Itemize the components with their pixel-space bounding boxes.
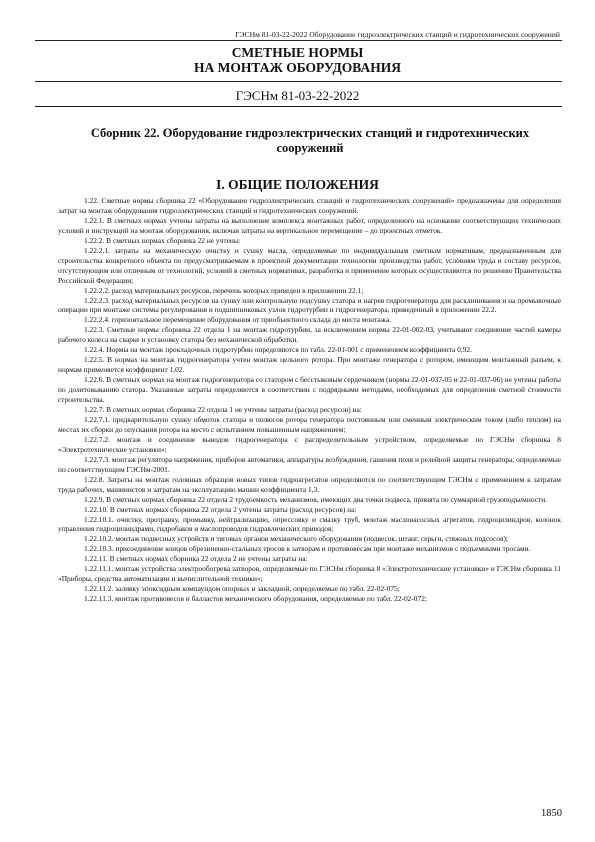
document-title-line-1: СМЕТНЫЕ НОРМЫ bbox=[231, 45, 364, 60]
document-title-line-2: НА МОНТАЖ ОБОРУДОВАНИЯ bbox=[194, 60, 401, 75]
document-code: ГЭСНм 81-03-22-2022 bbox=[235, 88, 360, 103]
paragraph: 1.22.2. В сметных нормах сборника 22 не учтены: bbox=[84, 235, 241, 245]
paragraph: 1.22.11.1. монтаж устройства электрообогрева затворов, определяемые по ГЭСНм сборника 8 «Электротехнические установки» и ГЭСНм сборника 11 «Приборы, средства автоматизации и вычислительной техники»; bbox=[58, 564, 561, 584]
paragraph: 1.22.5. В нормах на монтаж гидрогенератора учтен монтаж цельного ротора. При монтаже генератора с ротором, имеющим монтажный разъем, к нормам применяется коэффициент 1,02. bbox=[58, 355, 561, 375]
page-number: 1850 bbox=[541, 808, 562, 819]
paragraph: 1.22.6. В сметных нормах на монтаж гидрогенератора со статором с бесстыковым сердечником (нормы 22-01-037-05 и 22-01-037-06) не учтены работы по долитовыванию статора. Указанные затраты определяются в соответствии с подрядными методами, необходимых для определения сметной стоимости строительства. bbox=[58, 375, 561, 405]
paragraph: 1.22.7.3. монтаж регулятора напряжения, приборов автоматики, аппаратуры возбуждения, гашения поля и релейной защиты генератора, определяемые по соответствующим ГЭСНм-2001. bbox=[58, 454, 561, 474]
paragraph: 1.22.3. Сметные нормы сборника 22 отдела 1 на монтаж гидротурбин, за исключением нормы 22-01-002-03, учитывают соединение частей камеры рабочего колеса на сварке и установку статора без механической обработки. bbox=[58, 325, 561, 345]
body-text bbox=[58, 196, 561, 604]
paragraph: 1.22.2.3. расход материальных ресурсов на сушку или контрольную подсушку статора и нагрев гидрогенератора для расклинивания и на промывочные операции при монтаже системы регулирования и подшипниковых узлов гидротурбин и гидрогенератора, приведенный в приложении 22.2. bbox=[58, 295, 561, 315]
code-rule-top bbox=[35, 81, 562, 82]
paragraph: 1.22.2.2. расход материальных ресурсов, перечень которых приведен в приложении 22.1; bbox=[84, 285, 364, 295]
paragraph: 1.22. Сметные нормы сборника 22 «Оборудование гидроэлектрических станций и гидротехнических сооружений» предназначены для определения затрат на монтаж оборудования гидроэлектрических станций и гидротехнических сооружений. bbox=[58, 196, 561, 215]
running-header: ГЭСНм 81-03-22-2022 Оборудование гидроэлектрических станций и гидротехнических сооружений bbox=[235, 30, 560, 39]
paragraph: 1.22.11.2. заливку эпоксидным компаундом опорных и закладной, определяемые по табл. 22-02-075; bbox=[84, 584, 400, 594]
paragraph: 1.22.4. Нормы на монтаж прокладочных гидротурбин определяются по табл. 22-01-001 с применением коэффициента 0,92. bbox=[84, 345, 472, 355]
collection-title: Сборник 22. Оборудование гидроэлектрических станций и гидротехнических сооружений bbox=[90, 126, 530, 155]
paragraph: 1.22.9. В сметных нормах сборника 22 отдела 2 трудоемкость механизмов, имеющих два точки подвеса, принята по суммарной грузоподъемности. bbox=[84, 494, 548, 504]
paragraph: 1.22.10. В сметных нормах сборника 22 отдела 2 учтены затраты (расход ресурсов) на: bbox=[84, 504, 357, 514]
paragraph: 1.22.7.1. предварительную сушку обмоток статора и полюсов ротора генератора постоянным или сменным электрическим током (либо теплом) на местах их сборки до опускания ротора на место с испытанием повышенным напряжением; bbox=[58, 414, 561, 434]
paragraph: 1.22.8. Затраты на монтаж головных образцов новых типов гидроагрегатов определяются по соответствующим ГЭСНм с применением к затратам труда рабочих, машинистов и затратам на эксплуатацию машин коэффициента 1,3. bbox=[58, 474, 561, 494]
paragraph: 1.22.7. В сметных нормах сборника 22 отдела 1 не учтены затраты (расход ресурсов) на: bbox=[84, 405, 362, 415]
paragraph: 1.22.7.2. монтаж и соединение выводов гидрогенератора с распределительным устройством, определяемые по ГЭСНм сборника 8 «Электротехнические установки»; bbox=[58, 434, 561, 454]
paragraph: 1.22.10.3. присоединение концов обрезиненно-стальных тросов к затворам и противовесам при монтаже механизмов с подъемными тросами. bbox=[84, 544, 531, 554]
paragraph: 1.22.2.4. горизонтальное перемещение оборудования от приобъектного склада до места монтажа. bbox=[84, 315, 391, 325]
paragraph: 1.22.10.2. монтаж подвесных устройств и тяговых органов механического оборудования (подвесок, штанг, серьги, стяжных подсосов); bbox=[84, 534, 508, 544]
header-rule bbox=[35, 40, 562, 41]
section-title: I. ОБЩИЕ ПОЛОЖЕНИЯ bbox=[216, 177, 379, 192]
paragraph: 1.22.11.3. монтаж противовесов и балластов механического оборудования, определяемые по табл. 22-02-072; bbox=[84, 594, 427, 604]
paragraph: 1.22.1. В сметных нормах учтены затраты на выполнение комплекса монтажных работ, определенного на основании соответствующих технических условий и инструкций на монтаж оборудования, включая затраты на вертикальное перемещение – до проектных отметок. bbox=[58, 215, 561, 235]
paragraph: 1.22.2.1. затраты на механическую очистку и сушку масла, определяемые по индивидуальным сметным нормативам, предназначенным для строительства конкретного объекта по предусматриваемым в проектной документации технологии производства работ, условиям труда и составу ресурсов, отсутствующим или отличным от технологий, условий в сметных нормативах, разработка и применение которых осуществляются по решению Правительства Российской Федерации; bbox=[58, 245, 561, 285]
paragraph: 1.22.10.1. очистку, протравку, промывку, нейтрализацию, опрессовку и смазку труб, монтаж маслонасосных агрегатов, гидроцилиндров, колонок управления гидроцилиндрами, гидробаков и маслопроводов гидравлических приводов; bbox=[58, 514, 561, 534]
code-rule-bottom bbox=[35, 106, 562, 107]
paragraph: 1.22.11. В сметных нормах сборника 22 отдела 2 не учтены затраты на: bbox=[84, 554, 308, 564]
